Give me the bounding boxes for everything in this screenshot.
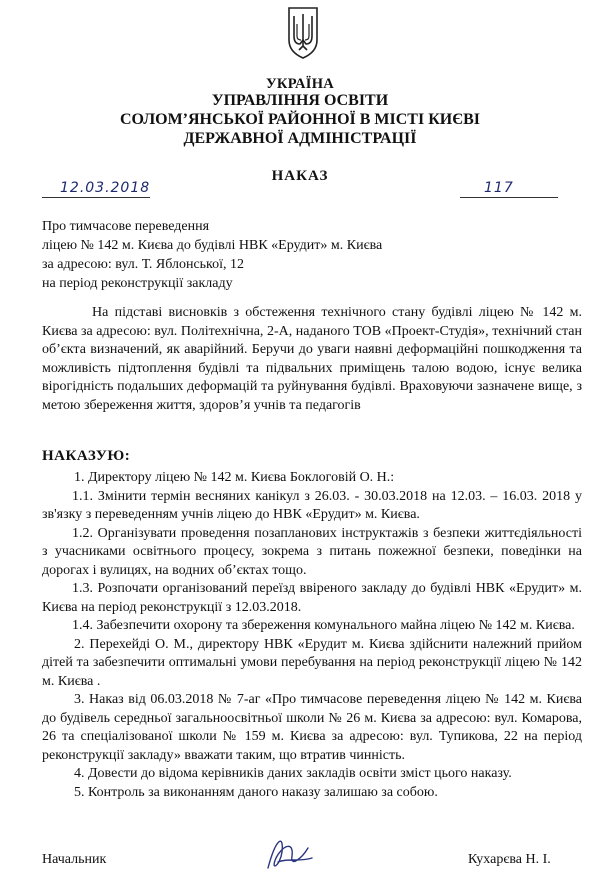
subject-line: за адресою: вул. Т. Яблонської, 12 xyxy=(42,257,245,272)
subject-line: ліцею № 142 м. Києва до будівлі НВК «Ерудит» м. Києва xyxy=(42,238,383,253)
order-item: 4. Довести до відома керівників даних закладів освіти зміст цього наказу. xyxy=(74,766,512,781)
subject-line: на період реконструкції закладу xyxy=(42,276,233,291)
organization-line-1: УПРАВЛІННЯ ОСВІТИ xyxy=(211,92,389,109)
coat-of-arms-icon xyxy=(286,6,320,60)
organization-line-2: СОЛОМ’ЯНСЬКОЇ РАЙОННОЇ В МІСТІ КИЄВІ xyxy=(120,111,480,128)
date-underline xyxy=(42,197,150,198)
order-item: 1.2. Організувати проведення позапланових інструктажів з безпеки життєдіяльності з учасниками освітнього процесу, зокрема з питань пожежної безпеки, поведінки на дорогах і вулицях, на водних об’єктах тощо. xyxy=(42,525,582,578)
order-items xyxy=(42,469,582,802)
preamble-paragraph: На підставі висновків з обстеження технічного стану будівлі ліцею № 142 м. Києва за адресою: вул. Політехнічна, 2-А, наданого ТОВ «Проект-Студія», технічний стан об’єкта визначений, як аварійний. Беручи до уваги наявні деформаційні пошкодження та можливість підтоплення будівлі та підвальних приміщень талою водою, існує велика вірогідність подальших деформацій та руйнування будівлі. Враховуючи зазначене вище, з метою збереження життя, здоров’я учнів та педагогів xyxy=(42,305,582,413)
number-underline xyxy=(460,197,558,198)
order-item: 1.1. Змінити термін весняних канікул з 26.03. - 30.03.2018 на 12.03. – 16.03. 2018 у зв'язку з переведенням учнів ліцею до НВК «Ерудит» м. Києва. xyxy=(42,488,582,522)
order-item: 5. Контроль за виконанням даного наказу залишаю за собою. xyxy=(74,784,438,800)
country-heading: УКРАЇНА xyxy=(265,76,335,92)
order-item: 1.3. Розпочати організований переїзд ввіреного закладу до будівлі НВК «Ерудит» м. Києва на період реконструкції з 12.03.2018. xyxy=(42,581,582,615)
order-item: 2. Перехейді О. М., директору НВК «Ерудит м. Києва здійснити належний прийом дітей та забезпечити оптимальні умови перебування на період реконструкції ліцею № 142 м. Києва . xyxy=(42,636,582,689)
document-title: НАКАЗ xyxy=(271,168,329,184)
document-subject xyxy=(42,217,382,293)
subject-line: Про тимчасове переведення xyxy=(42,219,210,234)
document-date: 12.03.2018 xyxy=(60,180,151,196)
order-item: 1.4. Забезпечити охорону та збереження комунального майна ліцею № 142 м. Києва. xyxy=(72,618,575,633)
organization-line-3: ДЕРЖАВНОЇ АДМІНІСТРАЦІЇ xyxy=(183,130,417,147)
signatory-name: Кухарєва Н. І. xyxy=(468,852,551,867)
order-item: 3. Наказ від 06.03.2018 № 7-аг «Про тимчасове переведення ліцею № 142 м. Києва до будівель середньої загальноосвітньої школи № 26 м. Києва за адресою: вул. Комарова, 26 та спеціалізованої школи № 159 м. Києва за адресою: вул. Тупикова, 22 на період реконструкції закладу» вважати таким, що втратив чинність. xyxy=(42,692,582,763)
order-heading: НАКАЗУЮ: xyxy=(42,448,131,464)
order-item: 1. Директору ліцею № 142 м. Києва Боклоговій О. Н.: xyxy=(74,470,395,485)
handwritten-signature xyxy=(248,828,328,878)
document-number: 117 xyxy=(484,180,514,196)
signatory-position: Начальник xyxy=(42,852,107,867)
